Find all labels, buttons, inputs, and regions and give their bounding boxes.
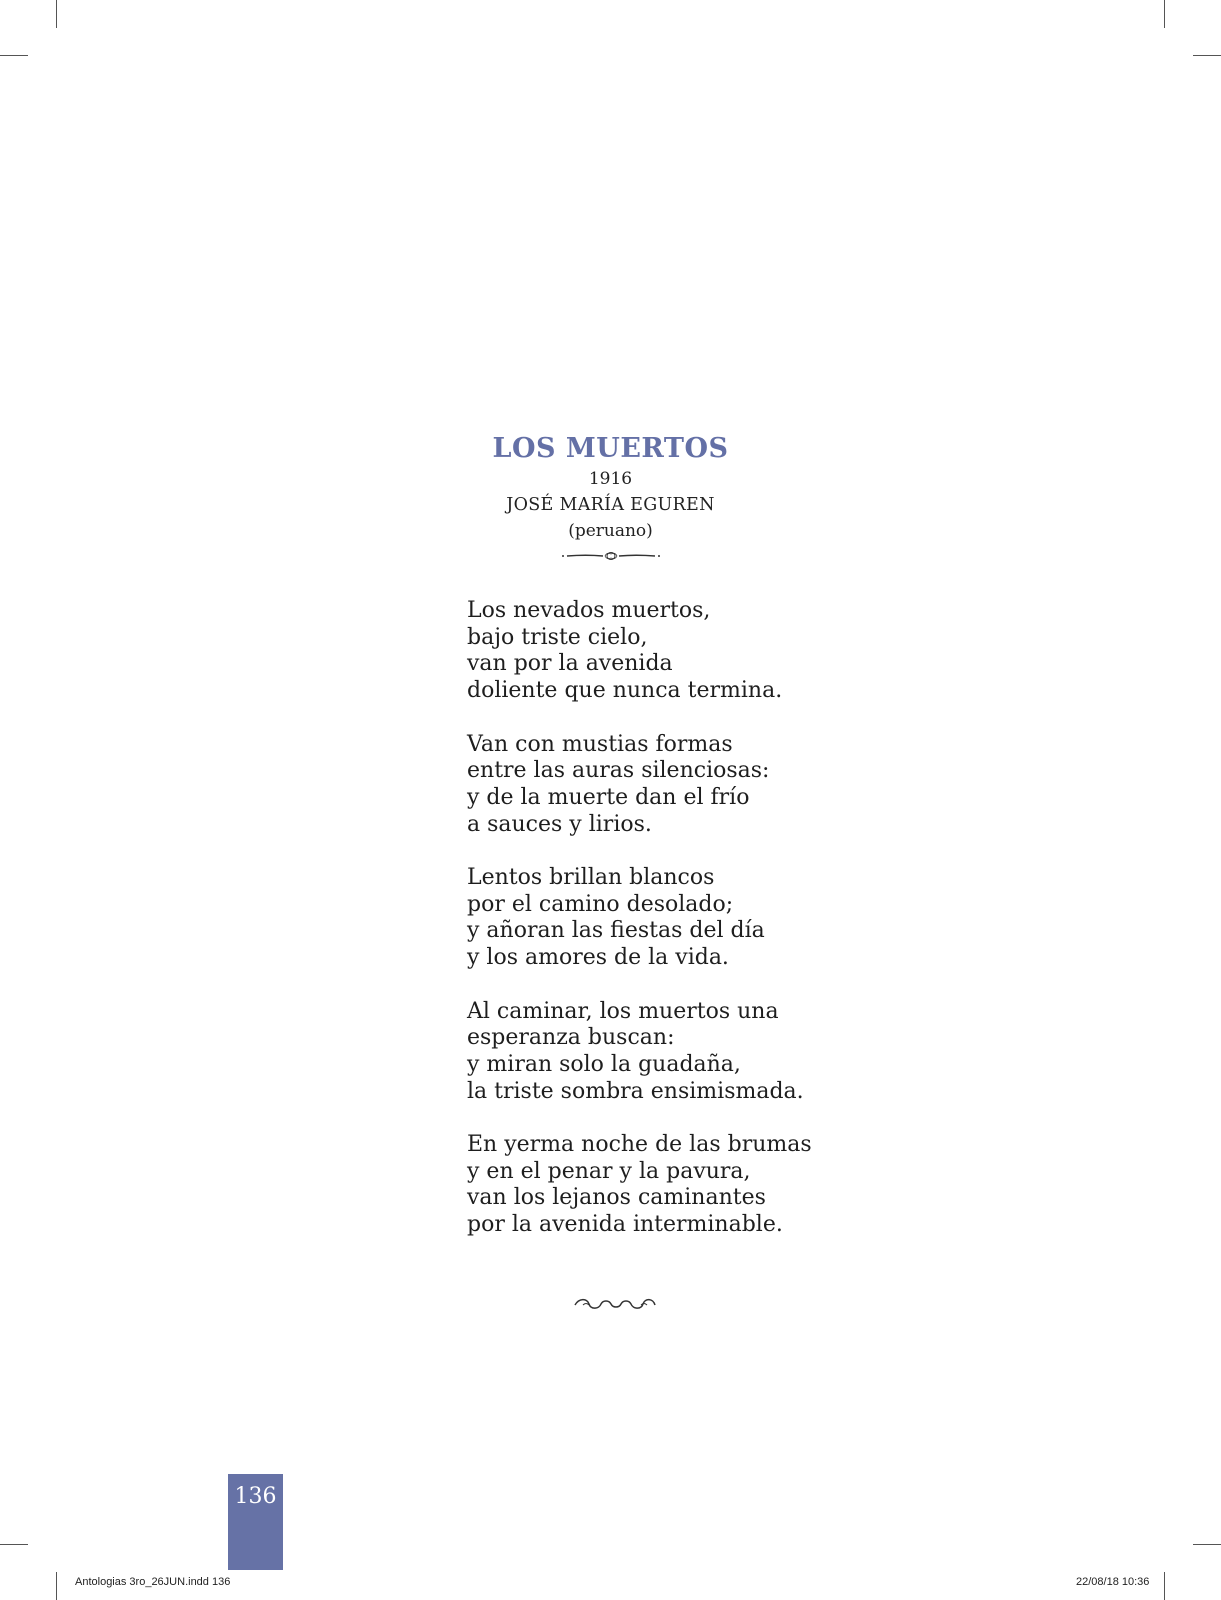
poem-stanza: [467, 999, 812, 1106]
end-ornament-icon: [573, 1296, 657, 1312]
crop-mark-bottom-left-h: [0, 1544, 28, 1545]
page-number-tab: [228, 1474, 283, 1570]
crop-mark-top-left-h: [0, 55, 28, 56]
poem-line: esperanza buscan:: [467, 1025, 675, 1051]
slug-file-name: Antologias 3ro_26JUN.indd 136: [75, 1576, 231, 1588]
poem-body: [467, 598, 812, 1266]
poem-line: por el camino desolado;: [467, 891, 734, 917]
poem-line: la triste sombra ensimismada.: [467, 1078, 804, 1104]
poem-line: y de la muerte dan el frío: [467, 784, 750, 810]
slug-timestamp: 22/08/18 10:36: [1076, 1576, 1150, 1588]
poem-stanza: [467, 732, 812, 839]
poem-line: bajo triste cielo,: [467, 624, 648, 650]
crop-mark-top-right: [1164, 0, 1165, 28]
poem-line: y en el penar y la pavura,: [467, 1158, 751, 1184]
poem-line: En yerma noche de las brumas: [467, 1132, 812, 1157]
poem-line: Van con mustias formas: [467, 731, 733, 757]
page-number: 136: [234, 1484, 277, 1509]
crop-mark-bottom-right-h: [1193, 1544, 1221, 1545]
crop-mark-bottom-right: [1164, 1572, 1165, 1600]
poem-nationality: (peruano): [568, 521, 653, 541]
poem-line: van los lejanos caminantes: [467, 1185, 766, 1211]
poem-line: Los nevados muertos,: [467, 598, 711, 623]
poem-author: JOSÉ MARÍA EGUREN: [506, 495, 715, 515]
poem-line: Lentos brillan blancos: [467, 865, 715, 890]
divider-ornament-icon: [561, 550, 661, 562]
poem-line: entre las auras silenciosas:: [467, 758, 770, 784]
poem-header: [0, 432, 1221, 562]
poem-line: a sauces y lirios.: [467, 811, 652, 837]
poem-line: Al caminar, los muertos una: [467, 998, 779, 1024]
poem-line: van por la avenida: [467, 651, 673, 677]
crop-mark-top-left: [56, 0, 57, 28]
poem-year: 1916: [588, 469, 633, 489]
poem-line: y miran solo la guadaña,: [467, 1051, 741, 1077]
poem-line: y añoran las fiestas del día: [467, 918, 765, 944]
poem-title: LOS MUERTOS: [492, 433, 729, 464]
poem-line: y los amores de la vida.: [467, 945, 729, 971]
poem-line: doliente que nunca termina.: [467, 678, 783, 704]
poem-stanza: [467, 1132, 812, 1239]
crop-mark-top-right-h: [1193, 55, 1221, 56]
poem-stanza: [467, 598, 812, 705]
poem-stanza: [467, 865, 812, 972]
poem-line: por la avenida interminable.: [467, 1212, 783, 1238]
crop-mark-bottom-left: [56, 1572, 57, 1600]
